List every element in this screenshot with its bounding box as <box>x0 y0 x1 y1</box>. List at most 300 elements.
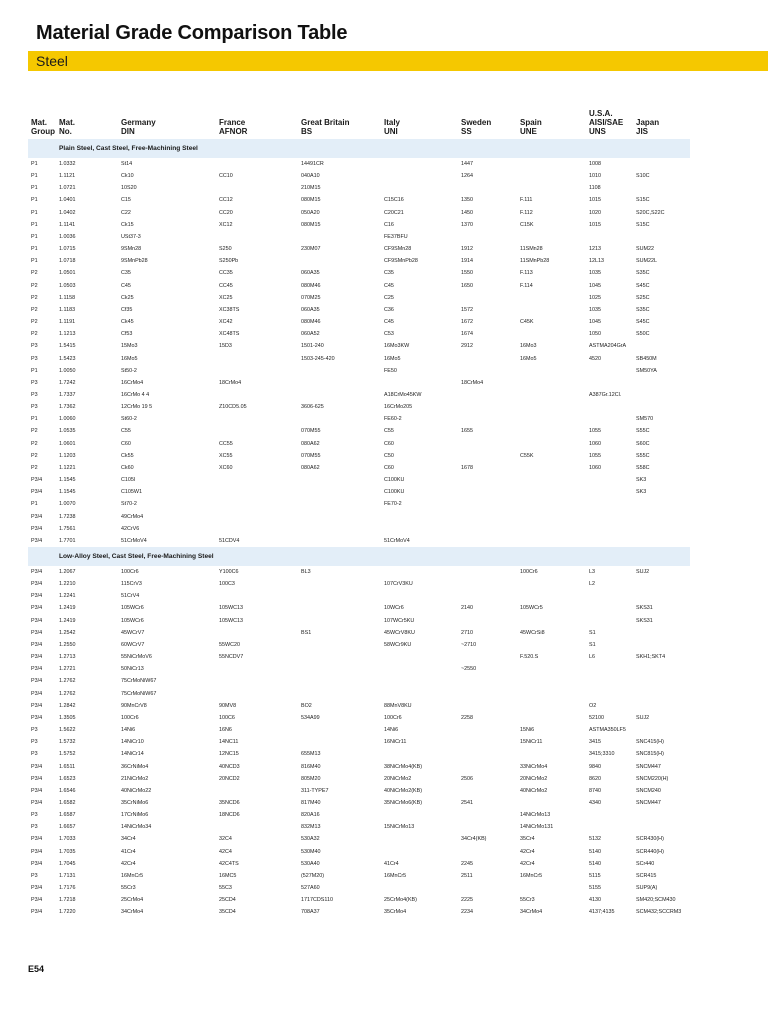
table-cell: P1 <box>31 173 38 180</box>
table-cell: P3/4 <box>31 836 43 843</box>
table-cell: 1035 <box>589 270 601 277</box>
table-cell <box>586 809 633 821</box>
table-cell: 1912 <box>461 246 473 253</box>
table-cell: 1.0535 <box>59 428 76 435</box>
table-cell: 1503-245-420 <box>301 355 335 362</box>
table-cell: 10WCr6 <box>384 605 404 612</box>
table-cell <box>298 688 381 700</box>
table-cell: SCM432;SCCRM3 <box>636 909 682 916</box>
table-cell: 1015 <box>589 197 601 204</box>
table-cell: O2 <box>589 702 597 709</box>
table-row <box>28 882 690 894</box>
table-cell <box>517 462 586 474</box>
table-cell: L3 <box>589 569 595 575</box>
table-cell: 050A20 <box>301 209 320 216</box>
table-cell: 080M46 <box>301 319 321 326</box>
table-cell: P2 <box>31 282 38 289</box>
table-cell: 1060 <box>589 440 601 447</box>
table-cell <box>517 182 586 194</box>
table-cell <box>216 425 298 437</box>
table-cell: P3/4 <box>31 702 43 709</box>
table-cell <box>633 498 690 510</box>
table-cell <box>381 833 458 845</box>
table-cell: 1.7220 <box>59 909 76 916</box>
table-cell: SCr440 <box>636 860 655 867</box>
table-cell: 2225 <box>461 897 473 904</box>
table-cell: C25 <box>384 294 394 301</box>
table-cell: P3/4 <box>31 666 43 673</box>
table-cell: 105WC13 <box>219 617 243 624</box>
table-cell: F.113 <box>520 270 533 277</box>
table-cell <box>298 663 381 675</box>
table-cell: C15C16 <box>384 197 404 204</box>
table-cell: 805M20 <box>301 775 321 782</box>
table-cell: S15C <box>636 221 650 228</box>
table-cell <box>381 663 458 675</box>
table-cell: 14491CR <box>301 161 324 167</box>
table-cell: P3/4 <box>31 617 43 624</box>
table-cell: 060A35 <box>301 270 320 277</box>
table-row <box>28 353 690 365</box>
table-cell <box>458 785 517 797</box>
table-cell: CC10 <box>219 173 233 180</box>
table-cell: 35CrNiMo6 <box>121 799 149 806</box>
table-cell: 530A40 <box>301 860 320 867</box>
table-cell <box>458 821 517 833</box>
grade-comparison-table <box>28 103 690 919</box>
table-cell <box>633 231 690 243</box>
table-cell: C55K <box>520 452 534 459</box>
table-cell <box>633 158 690 170</box>
table-cell: P1 <box>31 246 38 253</box>
table-cell: SNC415(H) <box>636 739 664 746</box>
table-cell: C55 <box>384 428 394 435</box>
table-row <box>28 182 690 194</box>
table-cell: 527A60 <box>301 885 320 892</box>
table-cell <box>517 231 586 243</box>
table-cell <box>586 474 633 486</box>
table-cell: P3/4 <box>31 860 43 867</box>
table-cell: Y100C6 <box>219 569 239 575</box>
table-cell: P3 <box>31 391 38 398</box>
table-cell: CC55 <box>219 440 233 447</box>
table-cell <box>517 498 586 510</box>
table-cell: P2 <box>31 270 38 277</box>
table-cell: USt37-3 <box>121 233 141 240</box>
table-cell <box>517 882 586 894</box>
table-row <box>28 316 690 328</box>
page-title: Material Grade Comparison Table <box>36 22 348 44</box>
table-cell <box>216 590 298 602</box>
table-cell: 9SMn28 <box>121 246 142 253</box>
table-cell: P3 <box>31 355 38 362</box>
table-cell <box>517 578 586 590</box>
table-cell <box>458 724 517 736</box>
table-cell: 49CrMo4 <box>121 513 144 520</box>
table-cell: 1.5415 <box>59 343 76 350</box>
table-cell: C60 <box>384 440 394 447</box>
table-cell <box>458 535 517 547</box>
table-cell: 1060 <box>589 464 601 471</box>
table-cell <box>216 675 298 687</box>
table-cell: 5140 <box>589 860 601 867</box>
table-cell: 55C3 <box>219 885 232 892</box>
table-row <box>28 535 690 547</box>
table-cell <box>517 486 586 498</box>
table-cell: P3/4 <box>31 885 43 892</box>
table-cell: 16MnCr5 <box>520 872 543 879</box>
table-cell: 52100 <box>589 714 604 721</box>
table-row <box>28 785 690 797</box>
table-cell: P2 <box>31 294 38 301</box>
table-row <box>28 170 690 182</box>
table-cell: C15 <box>121 197 131 204</box>
table-cell <box>517 712 586 724</box>
table-cell <box>517 170 586 182</box>
table-row <box>28 255 690 267</box>
table-cell: CC20 <box>219 209 233 216</box>
table-cell <box>458 615 517 627</box>
table-cell <box>381 882 458 894</box>
table-cell: XC38TS <box>219 306 240 313</box>
table-cell: P3/4 <box>31 489 43 496</box>
table-cell <box>517 590 586 602</box>
table-cell: 1.7337 <box>59 391 76 398</box>
table-cell: St14 <box>121 161 133 167</box>
table-cell: 1.6587 <box>59 812 76 819</box>
table-cell <box>216 785 298 797</box>
table-cell: ~2550 <box>461 666 477 673</box>
table-cell <box>458 498 517 510</box>
table-cell: SUJ2 <box>636 569 650 575</box>
table-cell <box>216 474 298 486</box>
table-cell <box>381 566 458 578</box>
table-cell: 41Cr4 <box>384 860 399 867</box>
table-cell <box>517 615 586 627</box>
table-row <box>28 450 690 462</box>
table-cell <box>458 566 517 578</box>
table-cell <box>633 401 690 413</box>
table-cell: C100KU <box>384 477 405 484</box>
table-cell: 1.1183 <box>59 306 76 313</box>
table-cell: 1672 <box>461 319 473 326</box>
table-cell: 34Cr4(KB) <box>461 836 487 843</box>
table-cell: 070M55 <box>301 452 321 459</box>
table-cell: P3 <box>31 379 38 386</box>
table-cell: P3/4 <box>31 537 43 544</box>
table-cell: P1 <box>31 501 38 508</box>
table-cell: P3/4 <box>31 525 43 532</box>
table-cell: P3/4 <box>31 909 43 916</box>
table-cell: ASTMA204GrA <box>589 343 627 350</box>
table-header-row <box>28 103 690 139</box>
table-cell: 42CrV6 <box>121 525 140 532</box>
table-cell: 1572 <box>461 306 473 313</box>
table-cell: 35NCD6 <box>219 799 240 806</box>
table-row <box>28 243 690 255</box>
table-cell: P1 <box>31 416 38 423</box>
table-cell: 1264 <box>461 173 473 180</box>
table-cell <box>298 724 381 736</box>
table-cell <box>458 438 517 450</box>
table-cell: P2 <box>31 306 38 313</box>
table-cell: 1.2842 <box>59 702 76 709</box>
table-cell: Cf53 <box>121 331 133 338</box>
column-header-germany: Germany DIN <box>121 118 156 136</box>
table-cell <box>458 700 517 712</box>
table-cell: S1 <box>589 641 596 648</box>
table-cell <box>216 688 298 700</box>
table-cell: P3 <box>31 872 38 879</box>
table-cell: P3/4 <box>31 799 43 806</box>
table-cell <box>216 353 298 365</box>
table-cell: P3 <box>31 404 38 411</box>
table-cell: 1010 <box>589 173 601 180</box>
table-cell <box>298 474 381 486</box>
table-cell: 75CrMoNiW67 <box>121 678 157 685</box>
table-row <box>28 675 690 687</box>
table-cell: S250Pb <box>219 258 239 265</box>
table-cell <box>458 748 517 760</box>
table-cell: 080M46 <box>301 282 321 289</box>
table-cell: 1.2762 <box>59 690 76 697</box>
table-cell <box>458 761 517 773</box>
table-cell <box>381 688 458 700</box>
table-cell: 070M55 <box>301 428 321 435</box>
table-cell: 080A62 <box>301 440 320 447</box>
table-cell: XC42 <box>219 319 233 326</box>
table-cell: P3/4 <box>31 477 43 484</box>
column-header-group: Mat. Group <box>31 118 55 136</box>
table-cell: S35C <box>636 270 650 277</box>
table-cell: 530M40 <box>301 848 321 855</box>
table-cell <box>216 627 298 639</box>
table-cell: 14NiCrMo34 <box>121 824 152 831</box>
table-cell: 32C4 <box>219 836 232 843</box>
table-cell <box>381 651 458 663</box>
table-cell: 1.7045 <box>59 860 76 867</box>
table-cell: 100C6 <box>219 714 235 721</box>
table-cell: 820A16 <box>301 812 320 819</box>
table-cell: F.114 <box>520 282 533 289</box>
table-cell: 18NCD6 <box>219 812 240 819</box>
table-cell <box>298 535 381 547</box>
table-cell: 14NiCrMo131 <box>520 824 554 831</box>
table-cell: 1.7035 <box>59 848 76 855</box>
table-cell: P1 <box>31 161 38 167</box>
table-cell: 1674 <box>461 331 473 338</box>
table-cell: 17CrNiMo6 <box>121 812 149 819</box>
table-cell <box>216 365 298 377</box>
table-cell: C60 <box>121 440 131 447</box>
table-row <box>28 425 690 437</box>
table-row <box>28 761 690 773</box>
table-cell: 1.1191 <box>59 319 76 326</box>
table-cell <box>633 523 690 535</box>
table-cell: F.520.S <box>520 654 539 661</box>
table-cell <box>586 663 633 675</box>
table-cell: P1 <box>31 258 38 265</box>
table-cell: C15K <box>520 221 534 228</box>
table-cell: S250 <box>219 246 232 253</box>
table-cell: 15Mo3 <box>121 343 138 350</box>
table-cell: P3/4 <box>31 690 43 697</box>
table-row <box>28 833 690 845</box>
table-cell: 55Cr3 <box>520 897 535 904</box>
table-cell: 1.2721 <box>59 666 76 673</box>
table-cell: 14NiCr10 <box>121 739 144 746</box>
table-cell <box>586 602 633 614</box>
table-cell: 12NC15 <box>219 751 239 758</box>
table-cell: 060A52 <box>301 331 320 338</box>
table-cell: 42Cr4 <box>520 860 535 867</box>
table-cell <box>381 809 458 821</box>
table-cell <box>298 523 381 535</box>
table-cell: 90MV8 <box>219 702 237 709</box>
table-cell: 35Cr4 <box>520 836 535 843</box>
table-cell <box>381 675 458 687</box>
table-cell <box>298 639 381 651</box>
table-cell <box>458 675 517 687</box>
table-cell: C20C21 <box>384 209 404 216</box>
table-cell: 311-TYPE7 <box>301 787 329 794</box>
table-cell: XC55 <box>219 452 233 459</box>
table-cell: 20NiCrMo2 <box>384 775 412 782</box>
column-header-japan: Japan JIS <box>636 118 660 136</box>
table-cell: Ck45 <box>121 319 134 326</box>
table-cell: S55C <box>636 452 650 459</box>
table-cell: SNCM447 <box>636 799 661 806</box>
table-cell <box>586 590 633 602</box>
table-row <box>28 462 690 474</box>
table-cell: SUJ2 <box>636 714 650 721</box>
table-cell <box>633 389 690 401</box>
table-cell: 51CrV4 <box>121 593 140 600</box>
table-cell: SKS31 <box>636 605 653 612</box>
table-cell: FE50 <box>384 367 397 374</box>
table-row <box>28 615 690 627</box>
table-cell <box>458 651 517 663</box>
table-cell <box>458 365 517 377</box>
table-cell: 1501-240 <box>301 343 324 350</box>
table-cell: 080A62 <box>301 464 320 471</box>
table-row <box>28 377 690 389</box>
table-cell: 15NiCrMo13 <box>384 824 415 831</box>
table-cell: 1350 <box>461 197 473 204</box>
table-cell: P3/4 <box>31 513 43 520</box>
table-cell: 1.2067 <box>59 569 76 575</box>
table-cell: 4340 <box>589 799 601 806</box>
table-cell <box>517 304 586 316</box>
table-cell: 11SMnPb28 <box>520 258 550 265</box>
table-cell: 45WCrSi8 <box>520 629 545 636</box>
table-cell: 1108 <box>589 185 601 192</box>
table-cell: 2258 <box>461 714 473 721</box>
table-cell <box>517 511 586 523</box>
table-cell <box>633 590 690 602</box>
table-cell: S50C <box>636 331 650 338</box>
table-cell: C45K <box>520 319 534 326</box>
table-cell <box>586 365 633 377</box>
table-cell: A387Gr.12Cl. <box>589 391 622 398</box>
table-row <box>28 158 690 170</box>
table-row <box>28 773 690 785</box>
table-cell: 1.0402 <box>59 209 76 216</box>
table-cell: P3 <box>31 727 38 734</box>
table-cell: 42Cr4 <box>520 848 535 855</box>
table-cell: 4520 <box>589 355 601 362</box>
table-cell: 40NiCrMo2(KB) <box>384 787 423 794</box>
table-cell: 1020 <box>589 209 601 216</box>
table-cell: 1.2542 <box>59 629 76 636</box>
table-cell: C45 <box>121 282 131 289</box>
table-row <box>28 712 690 724</box>
table-cell: FE70-2 <box>384 501 402 508</box>
table-cell <box>633 182 690 194</box>
table-cell: 9840 <box>589 763 601 770</box>
table-cell <box>517 700 586 712</box>
table-cell <box>633 340 690 352</box>
table-cell: SNCM220(H) <box>636 775 669 782</box>
table-cell: 51CrMoV4 <box>121 537 147 544</box>
table-row <box>28 809 690 821</box>
table-cell: SB450M <box>636 355 657 362</box>
table-cell <box>633 377 690 389</box>
table-cell: 1.0503 <box>59 282 76 289</box>
table-row <box>28 486 690 498</box>
table-cell <box>633 663 690 675</box>
table-cell: 1.1158 <box>59 294 76 301</box>
table-cell: 1.1213 <box>59 331 76 338</box>
column-header-italy: Italy UNI <box>384 118 401 136</box>
table-cell: 1025 <box>589 294 601 301</box>
table-row <box>28 413 690 425</box>
table-row <box>28 389 690 401</box>
table-cell: St70-2 <box>121 501 137 508</box>
table-cell: P3/4 <box>31 629 43 636</box>
table-cell: 1055 <box>589 452 601 459</box>
table-cell <box>458 590 517 602</box>
table-row <box>28 590 690 602</box>
table-row <box>28 498 690 510</box>
table-cell: ASTMA350LF5 <box>589 727 626 734</box>
table-cell: C35 <box>384 270 394 277</box>
table-cell: 3415;3310 <box>589 751 615 758</box>
table-cell: C45 <box>384 319 394 326</box>
table-cell: SUM22L <box>636 258 657 265</box>
table-cell: 1447 <box>461 161 473 167</box>
table-cell: 1678 <box>461 464 473 471</box>
table-row <box>28 663 690 675</box>
table-cell <box>517 663 586 675</box>
table-cell: C16 <box>384 221 394 228</box>
table-cell: 1.5622 <box>59 727 76 734</box>
table-cell <box>458 474 517 486</box>
table-cell: SM570 <box>636 416 654 423</box>
table-cell <box>298 255 381 267</box>
table-cell <box>633 511 690 523</box>
table-cell: 1.7176 <box>59 885 76 892</box>
table-row <box>28 292 690 304</box>
table-cell: 1.0715 <box>59 246 76 253</box>
group-heading: Low-Alloy Steel, Cast Steel, Free-Machining Steel <box>28 547 690 566</box>
table-cell: C53 <box>384 331 394 338</box>
table-cell: 5155 <box>589 885 601 892</box>
table-cell: C105W1 <box>121 489 142 496</box>
table-row <box>28 304 690 316</box>
table-cell: S25C <box>636 294 650 301</box>
table-cell: 1.1121 <box>59 173 76 180</box>
